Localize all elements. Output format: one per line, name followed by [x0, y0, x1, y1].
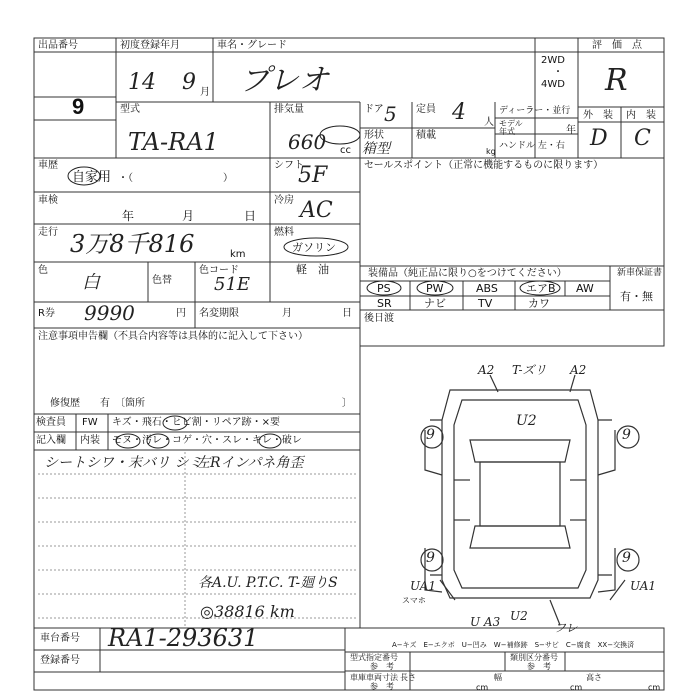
kg-unit: kg [486, 147, 496, 156]
inspector-interior-label: 内装 [80, 435, 100, 446]
dealer-label: ディーラー・並行 [499, 106, 571, 116]
new-warranty-value: 有・無 [620, 290, 653, 303]
equipment-label: 装備品（純正品に限り○をつけてください） [368, 268, 567, 279]
inspector-label-1: 検査員 [36, 417, 66, 428]
equip-leather: カワ [528, 297, 550, 310]
diagram-mark-roof: U2 [516, 413, 537, 429]
category-label: 類別区分番号 [510, 653, 558, 662]
capacity-label: 定員 [416, 104, 436, 115]
lower-note-1: 各A.U. P.T.C. T-廻りS [198, 575, 338, 591]
equip-tv: TV [478, 297, 493, 310]
displacement-label: 排気量 [274, 104, 304, 115]
sales-point-label: セールスポイント（正常に機能するものに限ります） [364, 160, 604, 171]
month-suffix: 月 [200, 87, 210, 98]
diagram-mark-rear-left: スマホ [402, 596, 426, 605]
color-value: 白 [82, 272, 100, 293]
year-unit: 年 [566, 125, 576, 136]
capacity-unit: 人 [484, 117, 494, 128]
first-reg-month: 9 [182, 70, 196, 95]
km-unit: km [230, 249, 246, 260]
diagram-mark-bottom-right: UA1 [630, 579, 657, 593]
length-label: 長さ [400, 673, 416, 682]
drive-dot: ・ [553, 67, 563, 78]
fw-label: FW [82, 417, 98, 428]
handle-label: ハンドル 左・右 [499, 141, 565, 151]
model-label: 型式 [120, 104, 140, 115]
color-code-value: 51E [214, 274, 251, 295]
diagram-mark-wheel-fl: 9 [426, 427, 435, 443]
shape-label: 形状 [364, 130, 384, 141]
repair-history-label: 修復歴 有 〔箇所 [50, 398, 145, 409]
registration-label: 登録番号 [40, 655, 80, 666]
shift-label: シフト [274, 160, 304, 171]
equip-abs: ABS [476, 282, 498, 295]
type-num-ref: 参 考 [370, 662, 394, 671]
diagram-mark-wheel-fr: 9 [622, 427, 631, 443]
car-history-label: 車歴 [38, 160, 58, 171]
equip-sr: SR [377, 297, 392, 310]
caution-label: 注意事項申告欄（不具合内容等は具体的に記入して下さい） [38, 331, 308, 342]
recycle-value: 9990 [84, 301, 135, 325]
diagram-mark-bottom-left: UA1 [410, 579, 437, 593]
length-unit: cm [476, 683, 489, 692]
color-label: 色 [38, 265, 48, 276]
equip-ps: PS [377, 282, 391, 295]
grade-value: R [605, 63, 628, 98]
inspection-day: 日 [244, 209, 257, 223]
new-warranty-label: 新車保証書 [617, 268, 663, 278]
inspection-month: 月 [182, 209, 195, 223]
fuel-circle [282, 236, 352, 258]
cc-unit: cc [340, 145, 351, 156]
chassis-label: 車台番号 [40, 633, 80, 644]
repair-close: 〕 [342, 398, 352, 409]
color-change-label: 色替 [152, 275, 172, 286]
lot-label: 出品番号 [38, 40, 78, 51]
diagram-mark-top-center: T-ズリ [512, 363, 547, 377]
type-num-label: 型式指定番号 [350, 653, 398, 662]
equip-navi: ナビ [424, 297, 446, 310]
diagram-mark-rear-1: U A3 [470, 615, 501, 629]
recycle-label: R券 [38, 308, 55, 319]
first-reg-label: 初度登録年月 [120, 40, 180, 51]
car-size-ref: 参 考 [370, 682, 394, 691]
equip-airbag: エアB [526, 282, 556, 295]
height-unit: cm [648, 683, 661, 692]
equip-pw: PW [426, 282, 444, 295]
drive-4wd: 4WD [541, 79, 565, 90]
displacement-value: 660 [288, 130, 327, 154]
inspection-year: 年 [122, 209, 135, 223]
damage-legend: A−キズ E−エクボ U−凹み W−補修跡 S−サビ C−腐食 XX−交換済 [392, 641, 635, 649]
inspector-row1: キズ・飛石・ヒビ割・リペア跡・×要 [112, 417, 280, 428]
color-code-label: 色コード [199, 265, 239, 276]
drive-2wd: 2WD [541, 55, 565, 66]
capacity-value: 4 [452, 100, 466, 125]
inspector-label-2: 記入欄 [36, 435, 66, 446]
first-reg-year: 14 [128, 70, 156, 95]
shape-value: 箱型 [362, 141, 390, 157]
mileage-label: 走行 [38, 227, 58, 238]
model-year-label: モデル 年式 [499, 119, 523, 136]
handwritten-note-1: シートシワ・末バリ シミ [44, 455, 203, 471]
diagram-mark-wheel-rl: 9 [426, 550, 435, 566]
mileage-value: 3万8千816 [70, 230, 195, 258]
diagram-mark-rear-2: U2 [510, 609, 528, 623]
diagram-mark-top-left: A2 [478, 363, 495, 377]
fuel-option-gasoline: ガソリン [292, 241, 336, 254]
grade-label: 評 価 点 [592, 40, 642, 51]
car-history-paren: ・（ ） [118, 173, 233, 184]
chassis-value: RA1-293631 [108, 624, 259, 652]
fuel-option-diesel: 軽 油 [296, 263, 329, 276]
width-unit: cm [570, 683, 583, 692]
car-history-value: 自家用 [72, 170, 112, 185]
shift-value: 5F [298, 163, 328, 188]
car-name-label: 車名・グレード [217, 40, 287, 51]
exterior-grade: D [590, 126, 608, 151]
height-label: 高さ [586, 673, 602, 682]
deadline-day: 日 [342, 308, 352, 319]
load-label: 積載 [416, 130, 436, 141]
interior-grade: C [634, 126, 651, 151]
handwritten-note-2: 左Rインパネ角歪 [196, 455, 304, 471]
inspector-row2: モヌ・汚レ・コゲ・穴・スレ・キレ・破レ [112, 435, 302, 446]
lower-note-2: ◎38816 km [200, 602, 295, 621]
doors-value: 5 [384, 102, 397, 126]
width-label: 幅 [494, 673, 502, 682]
interior-label: 内 装 [626, 110, 656, 121]
diagram-mark-rear-3: フレ [554, 621, 578, 635]
deadline-month: 月 [282, 308, 292, 319]
exterior-label: 外 装 [583, 110, 613, 121]
deadline-label: 名変期限 [199, 308, 239, 319]
doors-label: ドア [364, 104, 384, 115]
later-label: 後日渡 [364, 313, 394, 324]
car-name-value: プレオ [240, 63, 329, 98]
model-value: TA-RA1 [128, 128, 219, 156]
category-ref: 参 考 [527, 662, 551, 671]
diagram-mark-top-right: A2 [570, 363, 587, 377]
lot-value: 9 [72, 94, 85, 119]
equip-aw: AW [576, 282, 594, 295]
diagram-mark-wheel-rr: 9 [622, 550, 631, 566]
ac-value: AC [300, 198, 333, 223]
ac-label: 冷房 [274, 195, 294, 206]
car-size-label: 車庫車両寸法 [350, 673, 398, 682]
inspection-label: 車検 [38, 195, 58, 206]
fuel-label: 燃料 [274, 227, 294, 238]
yen-unit: 円 [176, 308, 186, 319]
